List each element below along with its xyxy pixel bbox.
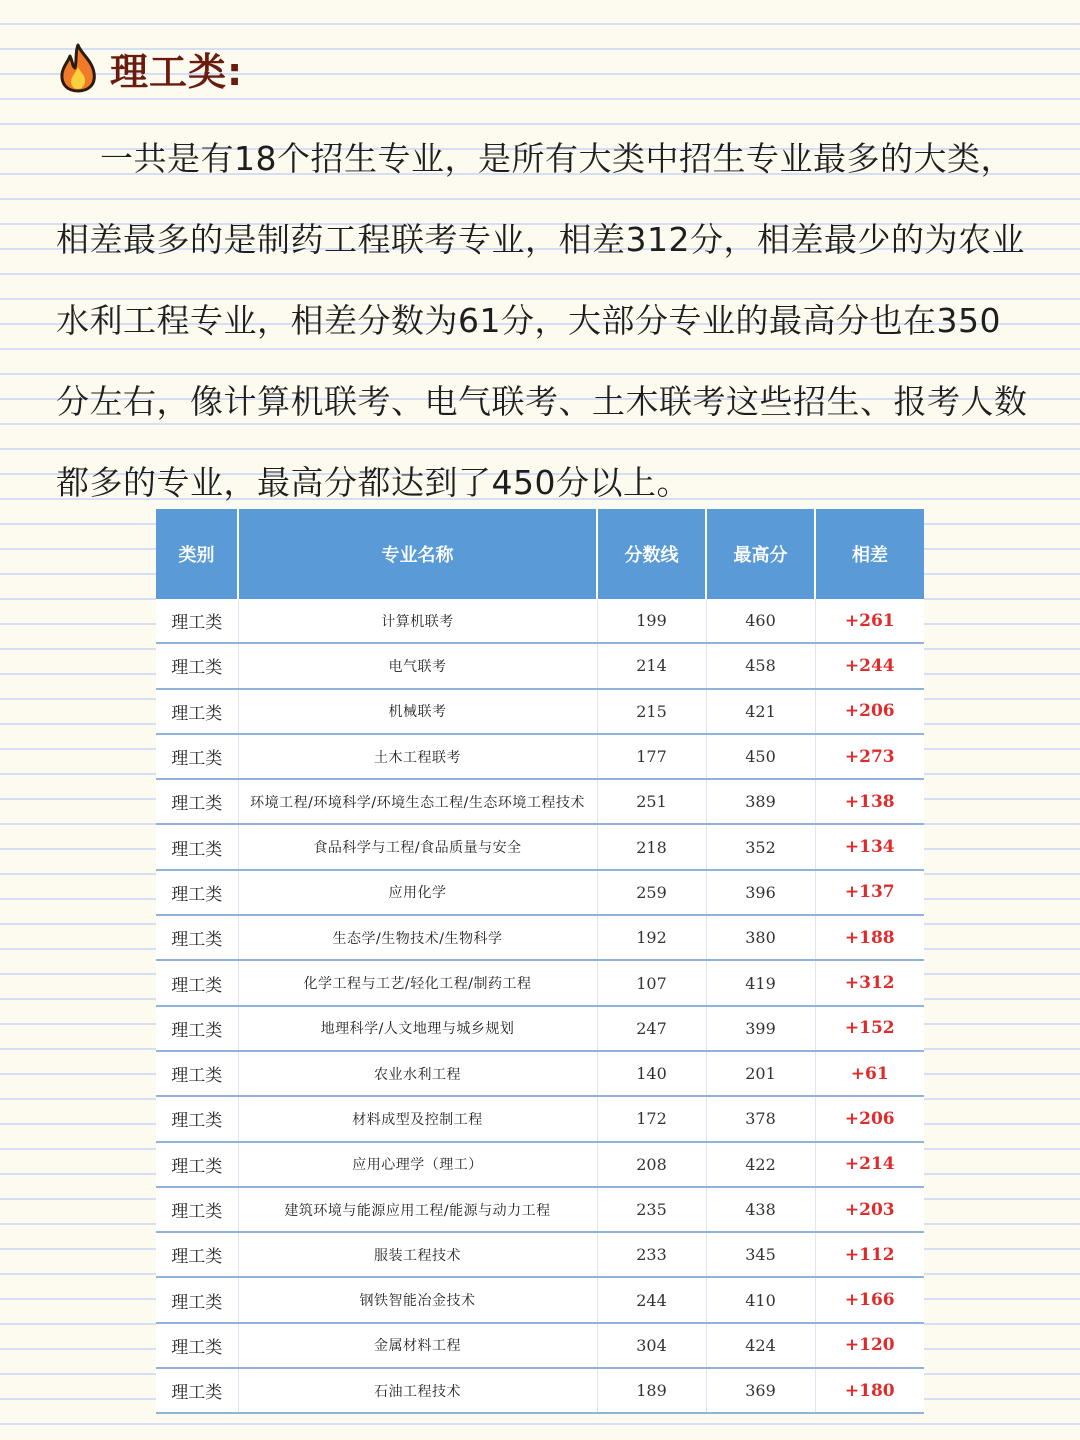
cell-cutoff: 244	[597, 1277, 706, 1322]
cell-cutoff: 107	[597, 960, 706, 1005]
cell-category: 理工类	[156, 643, 238, 688]
table-row	[156, 1232, 924, 1277]
cell-category: 理工类	[156, 689, 238, 734]
cell-diff: +206	[815, 689, 924, 734]
cell-highest: 389	[706, 779, 815, 824]
cell-major: 土木工程联考	[238, 734, 597, 779]
cell-major: 钢铁智能冶金技术	[238, 1277, 597, 1322]
table-row	[156, 1006, 924, 1051]
cell-diff: +134	[815, 824, 924, 869]
score-table	[156, 509, 924, 1414]
table-row	[156, 1051, 924, 1096]
cell-diff: +112	[815, 1232, 924, 1277]
heading-title: 理工类:	[110, 49, 244, 94]
cell-category: 理工类	[156, 870, 238, 915]
cell-diff: +244	[815, 643, 924, 688]
score-table-container	[156, 509, 924, 1414]
cell-diff: +61	[815, 1051, 924, 1096]
cell-cutoff: 140	[597, 1051, 706, 1096]
cell-major: 应用化学	[238, 870, 597, 915]
cell-diff: +166	[815, 1277, 924, 1322]
cell-major: 机械联考	[238, 689, 597, 734]
cell-highest: 421	[706, 689, 815, 734]
cell-cutoff: 247	[597, 1006, 706, 1051]
cell-highest: 352	[706, 824, 815, 869]
table-row	[156, 1142, 924, 1187]
cell-highest: 450	[706, 734, 815, 779]
cell-major: 应用心理学（理工）	[238, 1142, 597, 1187]
header-highest: 最高分	[706, 509, 815, 599]
cell-diff: +273	[815, 734, 924, 779]
cell-cutoff: 208	[597, 1142, 706, 1187]
table-row	[156, 1368, 924, 1413]
cell-major: 计算机联考	[238, 599, 597, 643]
cell-diff: +120	[815, 1323, 924, 1368]
cell-major: 电气联考	[238, 643, 597, 688]
cell-diff: +261	[815, 599, 924, 643]
table-row	[156, 960, 924, 1005]
cell-highest: 380	[706, 915, 815, 960]
cell-diff: +138	[815, 779, 924, 824]
cell-category: 理工类	[156, 1051, 238, 1096]
cell-cutoff: 259	[597, 870, 706, 915]
cell-category: 理工类	[156, 1187, 238, 1232]
cell-highest: 410	[706, 1277, 815, 1322]
cell-highest: 399	[706, 1006, 815, 1051]
cell-highest: 396	[706, 870, 815, 915]
cell-highest: 419	[706, 960, 815, 1005]
cell-cutoff: 172	[597, 1096, 706, 1141]
cell-highest: 345	[706, 1232, 815, 1277]
cell-cutoff: 215	[597, 689, 706, 734]
cell-category: 理工类	[156, 599, 238, 643]
cell-major: 石油工程技术	[238, 1368, 597, 1413]
cell-diff: +206	[815, 1096, 924, 1141]
cell-category: 理工类	[156, 915, 238, 960]
cell-cutoff: 199	[597, 599, 706, 643]
cell-cutoff: 177	[597, 734, 706, 779]
cell-diff: +188	[815, 915, 924, 960]
cell-category: 理工类	[156, 1006, 238, 1051]
cell-highest: 438	[706, 1187, 815, 1232]
cell-highest: 378	[706, 1096, 815, 1141]
table-row	[156, 599, 924, 643]
table-row	[156, 870, 924, 915]
cell-cutoff: 218	[597, 824, 706, 869]
cell-major: 建筑环境与能源应用工程/能源与动力工程	[238, 1187, 597, 1232]
header-cutoff: 分数线	[597, 509, 706, 599]
table-row	[156, 689, 924, 734]
cell-major: 农业水利工程	[238, 1051, 597, 1096]
table-row	[156, 915, 924, 960]
table-header-row	[156, 509, 924, 599]
cell-cutoff: 235	[597, 1187, 706, 1232]
cell-diff: +137	[815, 870, 924, 915]
cell-diff: +180	[815, 1368, 924, 1413]
cell-major: 材料成型及控制工程	[238, 1096, 597, 1141]
cell-highest: 424	[706, 1323, 815, 1368]
intro-paragraph: 一共是有18个招生专业，是所有大类中招生专业最多的大类，相差最多的是制药工程联考专业，相差312分，相差最少的为农业水利工程专业，相差分数为61分，大部分专业的最高分也在350分左右，像计算机联考、电气联考、土木联考这些招生、报考人数都多的专业，最高分都达到了450分以上。	[56, 139, 1028, 502]
cell-category: 理工类	[156, 1096, 238, 1141]
cell-major: 服装工程技术	[238, 1232, 597, 1277]
cell-diff: +152	[815, 1006, 924, 1051]
cell-category: 理工类	[156, 779, 238, 824]
cell-category: 理工类	[156, 960, 238, 1005]
table-row	[156, 1277, 924, 1322]
table-row	[156, 1187, 924, 1232]
cell-cutoff: 214	[597, 643, 706, 688]
cell-major: 环境工程/环境科学/环境生态工程/生态环境工程技术	[238, 779, 597, 824]
table-row	[156, 643, 924, 688]
header-category: 类别	[156, 509, 238, 599]
cell-highest: 458	[706, 643, 815, 688]
cell-category: 理工类	[156, 1368, 238, 1413]
cell-highest: 369	[706, 1368, 815, 1413]
table-row	[156, 1096, 924, 1141]
cell-category: 理工类	[156, 1323, 238, 1368]
table-row	[156, 734, 924, 779]
header-major: 专业名称	[238, 509, 597, 599]
cell-cutoff: 192	[597, 915, 706, 960]
cell-highest: 460	[706, 599, 815, 643]
cell-cutoff: 304	[597, 1323, 706, 1368]
cell-major: 地理科学/人文地理与城乡规划	[238, 1006, 597, 1051]
header-diff: 相差	[815, 509, 924, 599]
cell-category: 理工类	[156, 1277, 238, 1322]
cell-category: 理工类	[156, 1232, 238, 1277]
cell-diff: +214	[815, 1142, 924, 1187]
table-body	[156, 599, 924, 1413]
table-row	[156, 1323, 924, 1368]
cell-cutoff: 251	[597, 779, 706, 824]
table-row	[156, 824, 924, 869]
section-heading	[58, 40, 243, 96]
cell-diff: +312	[815, 960, 924, 1005]
table-row	[156, 779, 924, 824]
cell-major: 金属材料工程	[238, 1323, 597, 1368]
cell-major: 食品科学与工程/食品质量与安全	[238, 824, 597, 869]
cell-cutoff: 189	[597, 1368, 706, 1413]
cell-category: 理工类	[156, 1142, 238, 1187]
cell-major: 生态学/生物技术/生物科学	[238, 915, 597, 960]
cell-highest: 422	[706, 1142, 815, 1187]
fire-icon	[58, 43, 98, 93]
cell-highest: 201	[706, 1051, 815, 1096]
cell-diff: +203	[815, 1187, 924, 1232]
cell-category: 理工类	[156, 824, 238, 869]
cell-major: 化学工程与工艺/轻化工程/制药工程	[238, 960, 597, 1005]
cell-cutoff: 233	[597, 1232, 706, 1277]
cell-category: 理工类	[156, 734, 238, 779]
